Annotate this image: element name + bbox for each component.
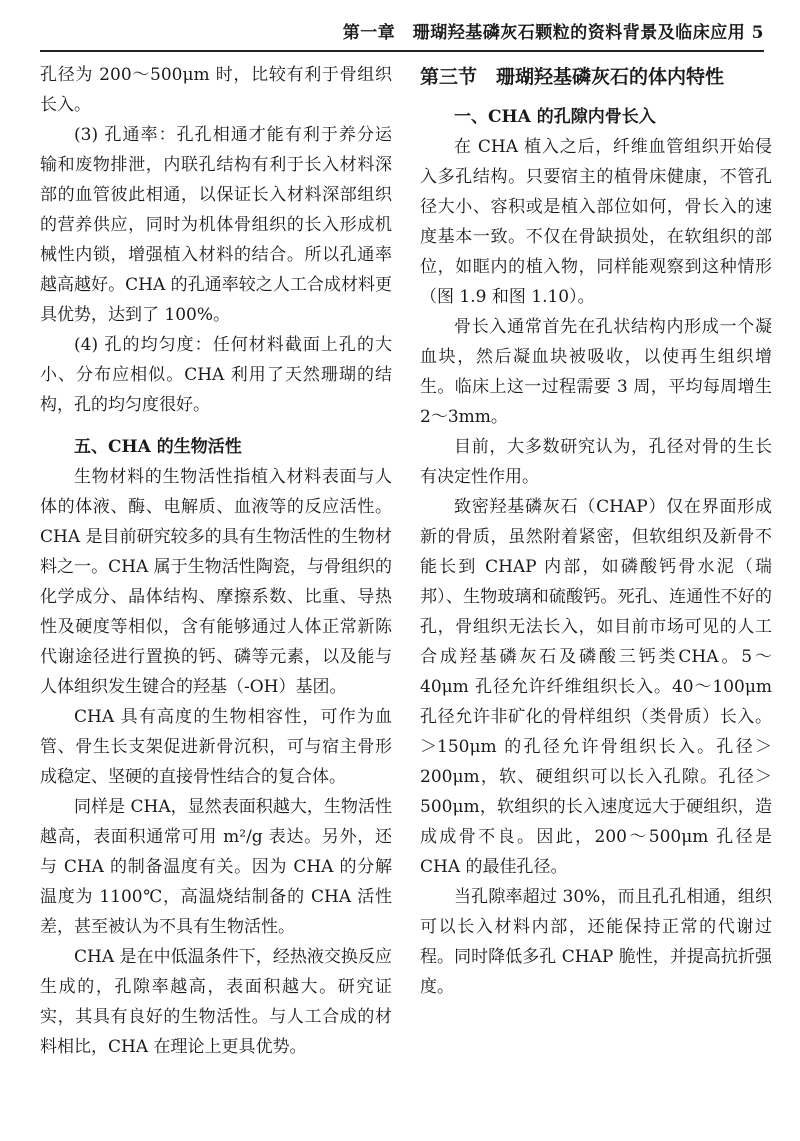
- paragraph: 致密羟基磷灰石（CHAP）仅在界面形成新的骨质，虽然附着紧密，但软组织及新骨不能长到 CHAP 内部，如磷酸钙骨水泥（瑞邦）、生物玻璃和硫酸钙。死孔、连通性不好的孔，骨组织无法长入，如目前市场可见的人工合成羟基磷灰石及磷酸三钙类CHA。5～40μm 孔径允许纤维组织长入。40～100μm 孔径允许非矿化的骨样组织（类骨质）长入。＞150μm 的孔径允许骨组织长入。孔径＞200μm，软、硬组织可以长入孔隙。孔径＞500μm，软组织的长入速度远大于硬组织，造成成骨不良。因此，200～500μm 孔径是 CHA 的最佳孔径。: [420, 497, 772, 877]
- paragraph: 生物材料的生物活性指植入材料表面与人体的体液、酶、电解质、血液等的反应活性。CHA 是目前研究较多的具有生物活性的生物材料之一。CHA 属于生物活性陶瓷，与骨组织的化学成分、晶体结构、摩擦系数、比重、导热性及硬度等相似，含有能够通过人体正常新陈代谢途径进行置换的钙、磷等元素，以及能与人体组织发生键合的羟基（-OH）基团。: [40, 467, 392, 697]
- paragraph: (4) 孔的均匀度：任何材料截面上孔的大小、分布应相似。CHA 利用了天然珊瑚的结构，孔的均匀度很好。: [40, 335, 392, 415]
- running-header-text: [343, 18, 764, 43]
- paragraph: 当孔隙率超过 30%，而且孔孔相通，组织可以长入材料内部，还能保持正常的代谢过程。同时降低多孔 CHAP 脆性，并提高抗折强度。: [420, 887, 772, 997]
- paragraph: 同样是 CHA，显然表面积越大，生物活性越高，表面积通常可用 m²/g 表达。另外，还与 CHA 的制备温度有关。因为 CHA 的分解温度为 1100℃，高温烧结制备的 CHA 活性差，甚至被认为不具有生物活性。: [40, 797, 392, 937]
- section-title: 第三节 珊瑚羟基磷灰石的体内特性: [420, 66, 725, 88]
- paragraph: 在 CHA 植入之后，纤维血管组织开始侵入多孔结构。只要宿主的植骨床健康，不管孔径大小、容积或是植入部位如何，骨长入的速度基本一致。不仅在骨缺损处，在软组织的部位，如眶内的植入物，同样能观察到这种情形（图 1.9 和图 1.10）。: [420, 137, 772, 307]
- paragraph: (3) 孔通率：孔孔相通才能有利于养分运输和废物排泄，内联孔结构有利于长入材料深部的血管彼此相通，以保证长入材料深部组织的营养供应，同时为机体骨组织的长入形成机械性内锁，增强植入材料的结合。所以孔通率越高越好。CHA 的孔通率较之人工合成材料更具优势，达到了 100%。: [40, 125, 392, 325]
- paragraph: 骨长入通常首先在孔状结构内形成一个凝血块，然后凝血块被吸收，以使再生组织增生。临床上这一过程需要 3 周，平均每周增生 2～3mm。: [420, 317, 772, 427]
- subsection-heading: 五、CHA 的生物活性: [74, 437, 242, 457]
- chapter-title: 第一章 珊瑚羟基磷灰石颗粒的资料背景及临床应用: [342, 23, 746, 43]
- paragraph: CHA 具有高度的生物相容性，可作为血管、骨生长支架促进新骨沉积，可与宿主骨形成稳定、坚硬的直接骨性结合的复合体。: [40, 707, 392, 787]
- paragraph: 孔径为 200～500μm 时，比较有利于骨组织长入。: [40, 65, 392, 115]
- left-column: [40, 60, 392, 1062]
- right-column: [420, 60, 772, 1002]
- paragraph: CHA 是在中低温条件下，经热液交换反应生成的，孔隙率越高，表面积越大。研究证实，其具有良好的生物活性。与人工合成的材料相比，CHA 在理论上更具优势。: [40, 947, 392, 1057]
- subsection-heading: 一、CHA 的孔隙内骨长入: [454, 107, 656, 127]
- paragraph: 目前，大多数研究认为，孔径对骨的生长有决定性作用。: [420, 437, 772, 487]
- page-number: 5: [751, 23, 764, 43]
- running-header: [40, 14, 764, 52]
